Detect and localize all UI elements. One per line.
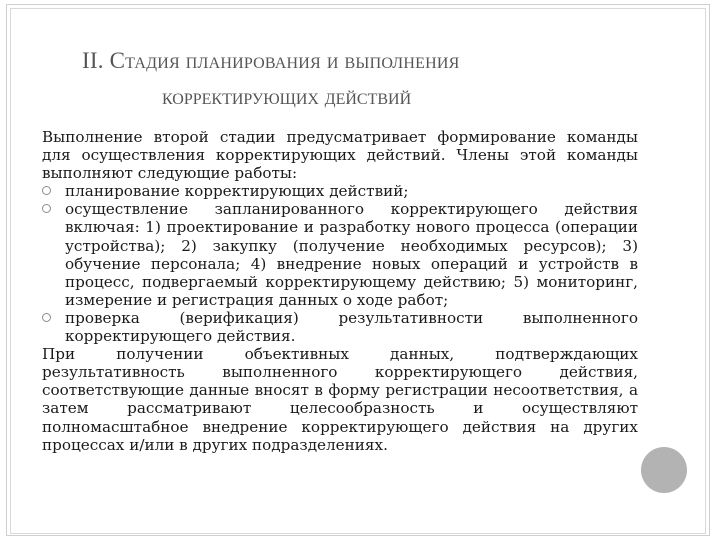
bullet-item [42,309,638,345]
title-line-1: II. Стадия планирования и выполнения [82,48,460,73]
circle-bullet-icon [42,204,51,213]
decorative-circle [641,447,687,493]
bullet-text: осуществление запланированного корректирующего действия включая: 1) проектирование и разработку нового процесса (операции устройства); 2) закупку (получение необходимых ресурсов); 3) обучение персонала; 4) внедрение новых операций и устройств в процесс, подвергаемый корректирующему действию; 5) мониторинг, измерение и регистрация данных о ходе работ; [65,200,638,309]
circle-bullet-icon [42,313,51,322]
circle-bullet-icon [42,186,51,195]
intro-paragraph: Выполнение второй стадии предусматривает формирование команды для осуществления корректирующих действий. Члены этой команды выполняют следующие работы: [42,128,638,183]
title-line-2: корректирующих действий [162,84,412,109]
bullet-text: проверка (верификация) результативности выполненного корректирующего действия. [65,308,638,346]
slide-body [42,128,638,454]
bullet-item [42,200,638,309]
bullet-text: планирование корректирующих действий; [65,182,409,201]
slide-title [82,48,642,110]
closing-paragraph: При получении объективных данных, подтверждающих результативность выполненного корректирующего действия, соответствующие данные вносят в форму регистрации несоответствия, а затем рассматривают целесообразность и осуществляют полномасштабное внедрение корректирующего действия на других процессах и/или в других подразделениях. [42,345,638,454]
bullet-item [42,182,638,200]
